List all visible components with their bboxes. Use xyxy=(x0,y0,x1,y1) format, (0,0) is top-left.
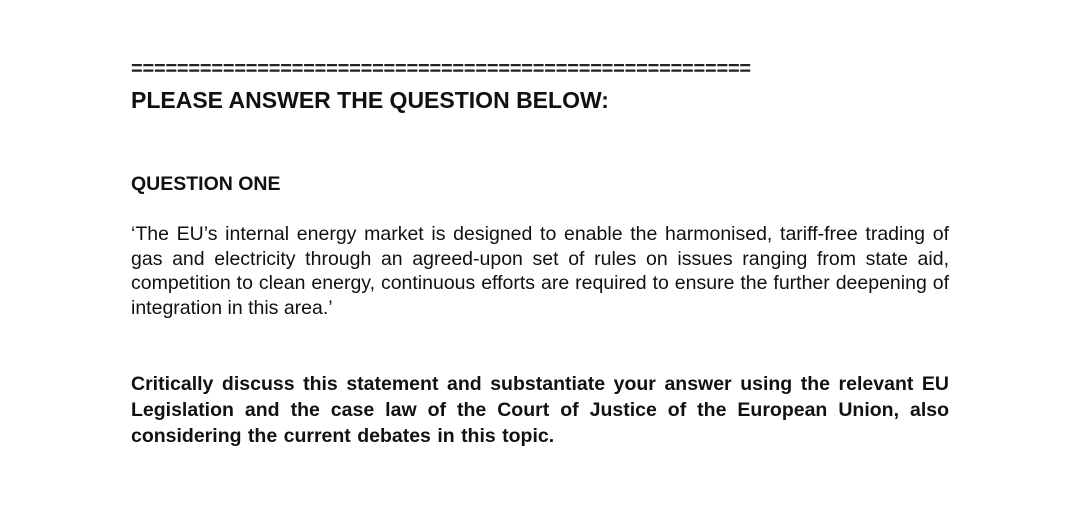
separator-line: ====================================================== xyxy=(131,58,751,80)
question-instruction: Critically discuss this statement and substantiate your answer using the relevant EU Legislation and the case law of the Court of Justice of the European Union, also considering the current debates in this topic. xyxy=(131,373,949,447)
question-quote: ‘The EU’s internal energy market is designed to enable the harmonised, tariff-free trading of gas and electricity through an agreed-upon set of rules on issues ranging from state aid, competition to clean energy, continuous efforts are required to ensure the further deepening of integration in this area.’ xyxy=(131,223,949,319)
question-title: QUESTION ONE xyxy=(131,173,281,195)
page-heading: PLEASE ANSWER THE QUESTION BELOW: xyxy=(131,87,609,113)
